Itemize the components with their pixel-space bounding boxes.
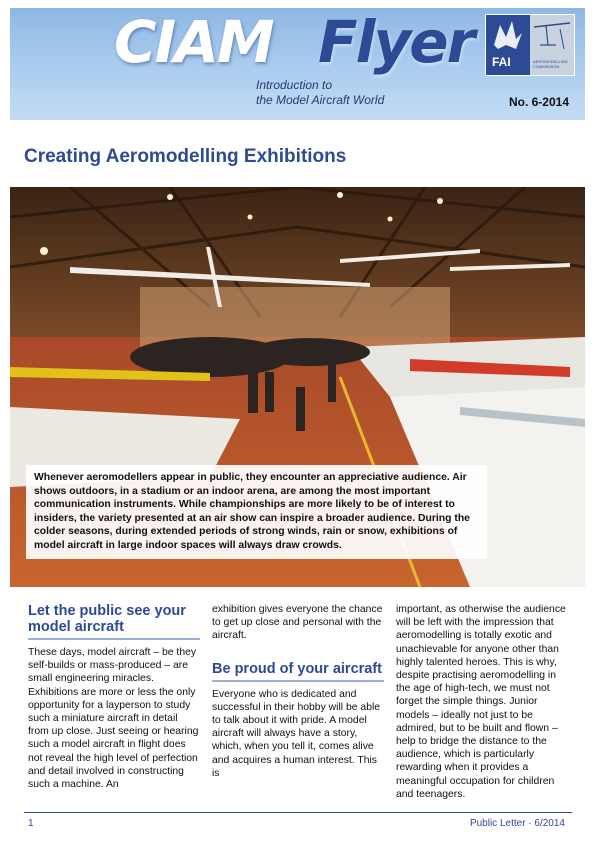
- column-3: [396, 603, 568, 801]
- aircraft-icon: [530, 15, 574, 55]
- intro-text: Whenever aeromodellers appear in public, they encounter an appreciative audience. Air shows outdoors, in a stadium or an indoor arena, are among the most important communication instruments. While championships are more likely to be of interest to insiders, the variety presented at an air show can inspire a broader audience. During the colder seasons, during extended periods of strong winds, rain or snow, exhibitions of model aircraft in large indoor spaces will always draw crowds.: [26, 465, 487, 559]
- page-number: 1: [28, 818, 34, 829]
- tagline-line1: Introduction to: [256, 78, 333, 92]
- tagline-line2: the Model Aircraft World: [256, 93, 385, 107]
- masthead: [10, 8, 585, 120]
- column-1: [28, 603, 200, 791]
- fai-commission: [533, 59, 568, 69]
- fai-label: FAI: [492, 55, 511, 69]
- public-letter-label: Public Letter · 6/2014: [469, 818, 565, 829]
- column-2: [212, 603, 384, 780]
- tagline: [256, 78, 384, 108]
- fai-commission-line1: AEROMODELLING: [533, 59, 568, 64]
- article-title: Creating Aeromodelling Exhibitions: [24, 146, 347, 167]
- fai-commission-line2: COMMISSION: [533, 64, 560, 69]
- logo-ciam: CIAM: [114, 8, 273, 76]
- section1-text: These days, model aircraft – be they self-builds or mass-produced – are small engineering miracles. Exhibitions are more or less the only opportunity for a layperson to study such a miniature aircraft in detail from up close. Just seeing or hearing such a model aircraft in flight does not reveal the high level of perfection and detail involved in constructing such a machine. An: [28, 647, 199, 791]
- fai-logo: [485, 14, 575, 76]
- footer-divider: [24, 812, 572, 813]
- section2-text: Everyone who is dedicated and successful in their hobby will be able to talk about it with pride. A model aircraft will always have a story, which, when you tell it, comes alive and acquires a human interest. This is: [212, 688, 381, 779]
- section1-heading: Let the public see your model aircraft: [28, 603, 200, 640]
- logo-flyer: Flyer: [318, 8, 474, 76]
- issue-number: No. 6-2014: [508, 95, 569, 109]
- col3-text: important, as otherwise the audience will be left with the impression that aeromodelling is totally exotic and unachievable for anyone other than highly talented heroes. This is why, despite practising aeromodelling in the age of high-tech, we must not forget the simple things. Junior models – ideally not just to be admired, but to be built and flown – help to bridge the distance to the audience, which is particularly rewarding when it provides a meaningful occupation for children and teenagers.: [396, 604, 566, 800]
- col2-text-top: exhibition gives everyone the chance to get up close and personal with the aircraft.: [212, 604, 383, 642]
- section2-heading: Be proud of your aircraft: [212, 661, 384, 682]
